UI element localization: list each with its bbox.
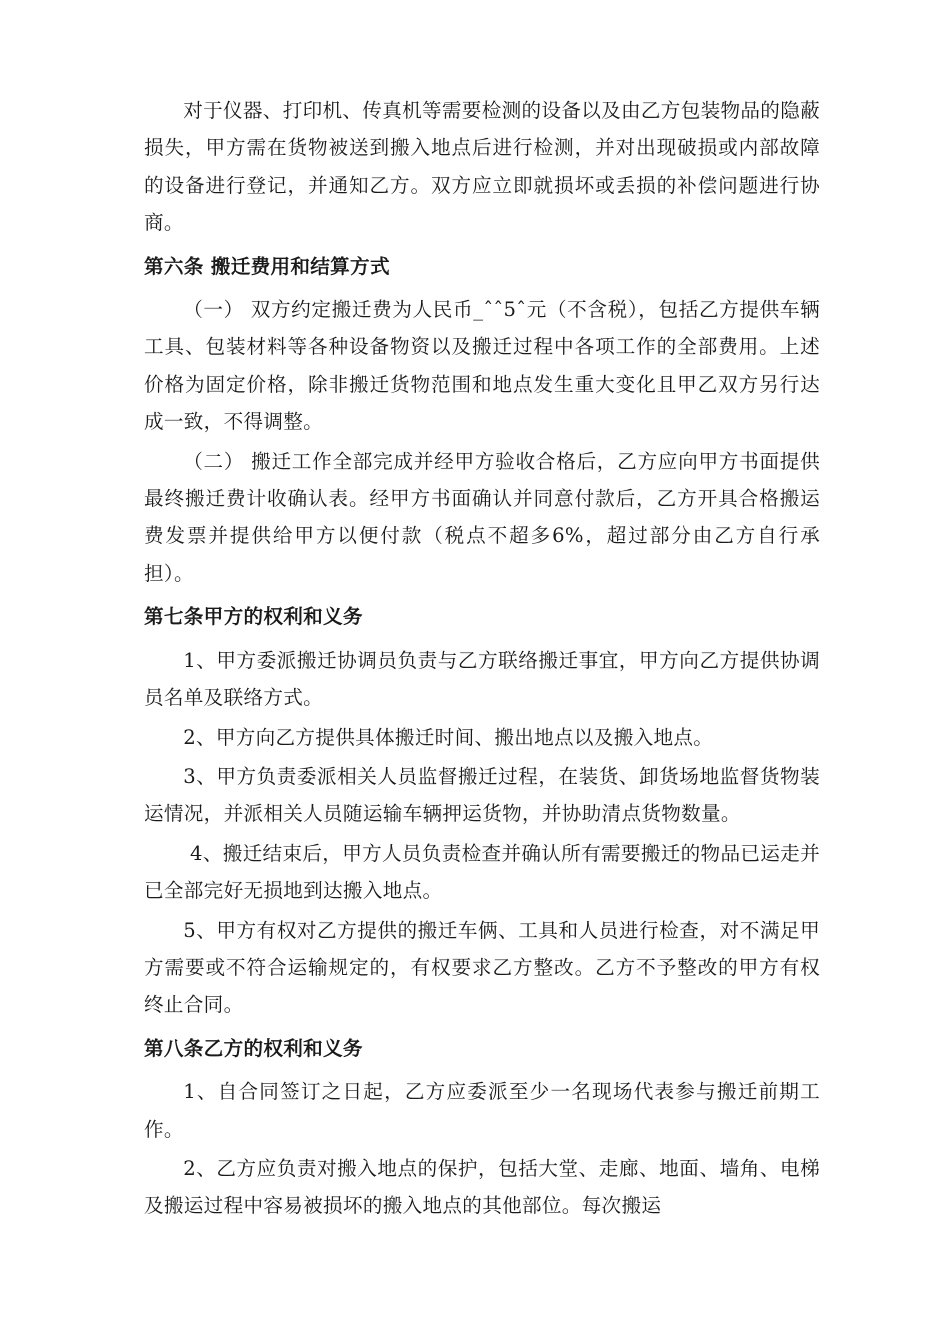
intro-paragraph: 对于仪器、打印机、传真机等需要检测的设备以及由乙方包装物品的隐蔽损失，甲方需在货物被送到搬入地点后进行检测，并对出现破损或内部故障的设备进行登记，并通知乙方。双方应立即就损坏或丢损的补偿问题进行协商。 xyxy=(144,99,820,235)
article-7-item-3: 3、甲方负责委派相关人员监督搬迁过程，在装货、卸货场地监督货物装运情况，并派相关人员随运输车辆押运货物，并协助清点货物数量。 xyxy=(144,764,820,826)
article-8-item-1: 1、自合同签订之日起，乙方应委派至少一名现场代表参与搬迁前期工作。 xyxy=(144,1080,820,1141)
article-6-clause-1: （一） 双方约定搬迁费为人民币_ˆˆ5ˆ元（不含税），包括乙方提供车辆工具、包装材料等各种设备物资以及搬迁过程中各项工作的全部费用。上述价格为固定价格，除非搬迁货物范围和地点发生重大变化且甲乙双方另行达成一致，不得调整。 xyxy=(144,298,820,434)
article-6-clause-2: （二） 搬迁工作全部完成并经甲方验收合格后，乙方应向甲方书面提供最终搬迁费计收确认表。经甲方书面确认并同意付款后，乙方开具合格搬运费发票并提供给甲方以便付款（税点不超多6%，超过部分由乙方自行承担）。 xyxy=(144,449,820,585)
article-7-item-2: 2、甲方向乙方提供具体搬迁时间、搬出地点以及搬入地点。 xyxy=(183,725,714,749)
article-7-item-5: 5、甲方有权对乙方提供的搬迁车俩、工具和人员进行检查，对不满足甲方需要或不符合运输规定的，有权要求乙方整改。乙方不予整改的甲方有权终止合同。 xyxy=(144,918,820,1017)
article-7-heading: 第七条甲方的权利和义务 xyxy=(144,605,363,629)
article-6-heading: 第六条 搬迁费用和结算方式 xyxy=(144,254,390,278)
document-page xyxy=(144,92,820,1227)
article-7-item-4: 4、搬迁结束后，甲方人员负责检查并确认所有需要搬迁的物品已运走并已全部完好无损地到达搬入地点。 xyxy=(144,841,820,903)
article-8-item-2: 2、乙方应负责对搬入地点的保护，包括大堂、走廊、地面、墙角、电梯及搬运过程中容易被损坏的搬入地点的其他部位。每次搬运 xyxy=(144,1156,820,1218)
article-8-heading: 第八条乙方的权利和义务 xyxy=(144,1036,363,1060)
article-7-item-1: 1、甲方委派搬迁协调员负责与乙方联络搬迁事宜，甲方向乙方提供协调员名单及联络方式。 xyxy=(144,648,820,710)
